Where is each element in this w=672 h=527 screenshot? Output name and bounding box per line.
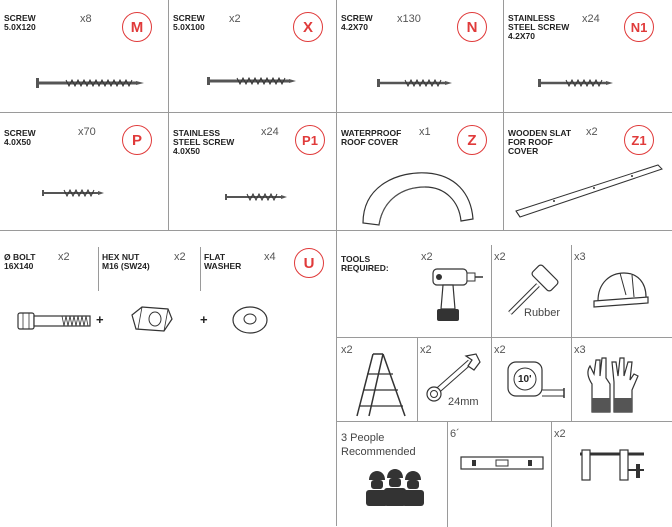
part-z1-qty: x2 bbox=[586, 126, 598, 138]
clamp-qty: x2 bbox=[554, 428, 566, 440]
part-z-name: WATERPROOF ROOF COVER bbox=[341, 128, 402, 147]
gloves-icon bbox=[584, 352, 644, 416]
washer-divider bbox=[200, 247, 201, 291]
part-n-cell bbox=[336, 0, 503, 112]
part-n1-cell bbox=[503, 0, 672, 112]
mallet-qty: x2 bbox=[494, 251, 506, 263]
wooden-slat-icon bbox=[514, 163, 664, 223]
part-x-cell bbox=[168, 0, 336, 112]
tools-title: TOOLS REQUIRED: bbox=[341, 254, 389, 273]
wrench-icon bbox=[426, 352, 482, 402]
part-z-qty: x1 bbox=[419, 126, 431, 138]
gloves-qty: x3 bbox=[574, 344, 586, 356]
part-p1-name: STAINLESS STEEL SCREW 4.0X50 bbox=[173, 128, 235, 156]
wrench-label: 24mm bbox=[448, 396, 479, 408]
part-p1-qty: x24 bbox=[261, 126, 279, 138]
helmet-cell bbox=[571, 245, 672, 337]
bolt-icon bbox=[18, 311, 94, 331]
part-p-name: SCREW 4.0X50 bbox=[4, 128, 36, 147]
washer-qty: x4 bbox=[264, 251, 276, 263]
level-cell bbox=[447, 421, 551, 527]
part-z1-letter: Z1 bbox=[624, 125, 654, 155]
part-m-qty: x8 bbox=[80, 13, 92, 25]
mallet-label: Rubber bbox=[524, 307, 561, 319]
helmet-qty: x3 bbox=[574, 251, 586, 263]
mallet-cell bbox=[491, 245, 571, 337]
part-z-cell bbox=[336, 112, 503, 230]
part-p-qty: x70 bbox=[78, 126, 96, 138]
tape-measure-icon bbox=[506, 360, 570, 400]
bolt-name: Ø BOLT 16X140 bbox=[4, 252, 36, 271]
tape-label: 10' bbox=[518, 374, 532, 385]
part-p1-letter: P1 bbox=[295, 125, 325, 155]
part-n1-name: STAINLESS STEEL SCREW 4.2X70 bbox=[508, 13, 570, 41]
part-n-name: SCREW 4.2X70 bbox=[341, 13, 373, 32]
roof-cover-icon bbox=[359, 165, 479, 227]
nut-divider bbox=[98, 247, 99, 291]
clamp-cell bbox=[551, 421, 672, 527]
ladder-cell bbox=[337, 337, 417, 421]
part-x-qty: x2 bbox=[229, 13, 241, 25]
part-m-name: SCREW 5.0X120 bbox=[4, 13, 36, 32]
people-line2: Recommended bbox=[341, 446, 416, 458]
part-x-letter: X bbox=[293, 12, 323, 42]
people-line1: 3 People bbox=[341, 432, 385, 444]
part-z1-name: WOODEN SLAT FOR ROOF COVER bbox=[508, 128, 572, 156]
tools-section bbox=[336, 230, 672, 526]
part-m-cell bbox=[0, 0, 168, 112]
screw-icon bbox=[225, 193, 289, 201]
screw-icon bbox=[377, 78, 453, 88]
tape-cell bbox=[491, 337, 571, 421]
part-n-qty: x130 bbox=[397, 13, 421, 25]
workers-icon bbox=[363, 468, 429, 508]
part-p-cell bbox=[0, 112, 168, 230]
hex-nut-icon bbox=[128, 305, 174, 335]
spirit-level-icon bbox=[460, 456, 544, 470]
part-m-letter: M bbox=[122, 12, 152, 42]
bolt-qty: x2 bbox=[58, 251, 70, 263]
gloves-cell bbox=[571, 337, 672, 421]
part-n-letter: N bbox=[457, 12, 487, 42]
part-z-letter: Z bbox=[457, 125, 487, 155]
ladder-qty: x2 bbox=[341, 344, 353, 356]
screw-icon bbox=[538, 78, 614, 88]
part-p1-cell bbox=[168, 112, 336, 230]
drill-icon bbox=[427, 265, 483, 325]
washer-icon bbox=[232, 305, 270, 335]
helmet-icon bbox=[592, 269, 648, 309]
clamp-icon bbox=[576, 446, 648, 486]
part-u-cell bbox=[0, 230, 336, 526]
tape-qty: x2 bbox=[494, 344, 506, 356]
part-z1-cell bbox=[503, 112, 672, 230]
drill-qty: x2 bbox=[421, 251, 433, 263]
part-u-letter: U bbox=[294, 248, 324, 278]
people-cell bbox=[337, 421, 447, 527]
screw-icon bbox=[42, 189, 106, 197]
plus-sign: + bbox=[96, 312, 104, 327]
screw-icon bbox=[36, 76, 146, 90]
wrench-qty: x2 bbox=[420, 344, 432, 356]
ladder-icon bbox=[353, 352, 409, 418]
part-p-letter: P bbox=[122, 125, 152, 155]
plus-sign: + bbox=[200, 312, 208, 327]
screw-icon bbox=[207, 75, 297, 87]
nut-name: HEX NUT M16 (SW24) bbox=[102, 252, 150, 271]
level-qty: 6´ bbox=[450, 428, 460, 440]
wrench-cell bbox=[417, 337, 491, 421]
nut-qty: x2 bbox=[174, 251, 186, 263]
part-x-name: SCREW 5.0X100 bbox=[173, 13, 205, 32]
washer-name: FLAT WASHER bbox=[204, 252, 242, 271]
part-n1-letter: N1 bbox=[624, 12, 654, 42]
part-n1-qty: x24 bbox=[582, 13, 600, 25]
drill-cell bbox=[417, 245, 491, 337]
